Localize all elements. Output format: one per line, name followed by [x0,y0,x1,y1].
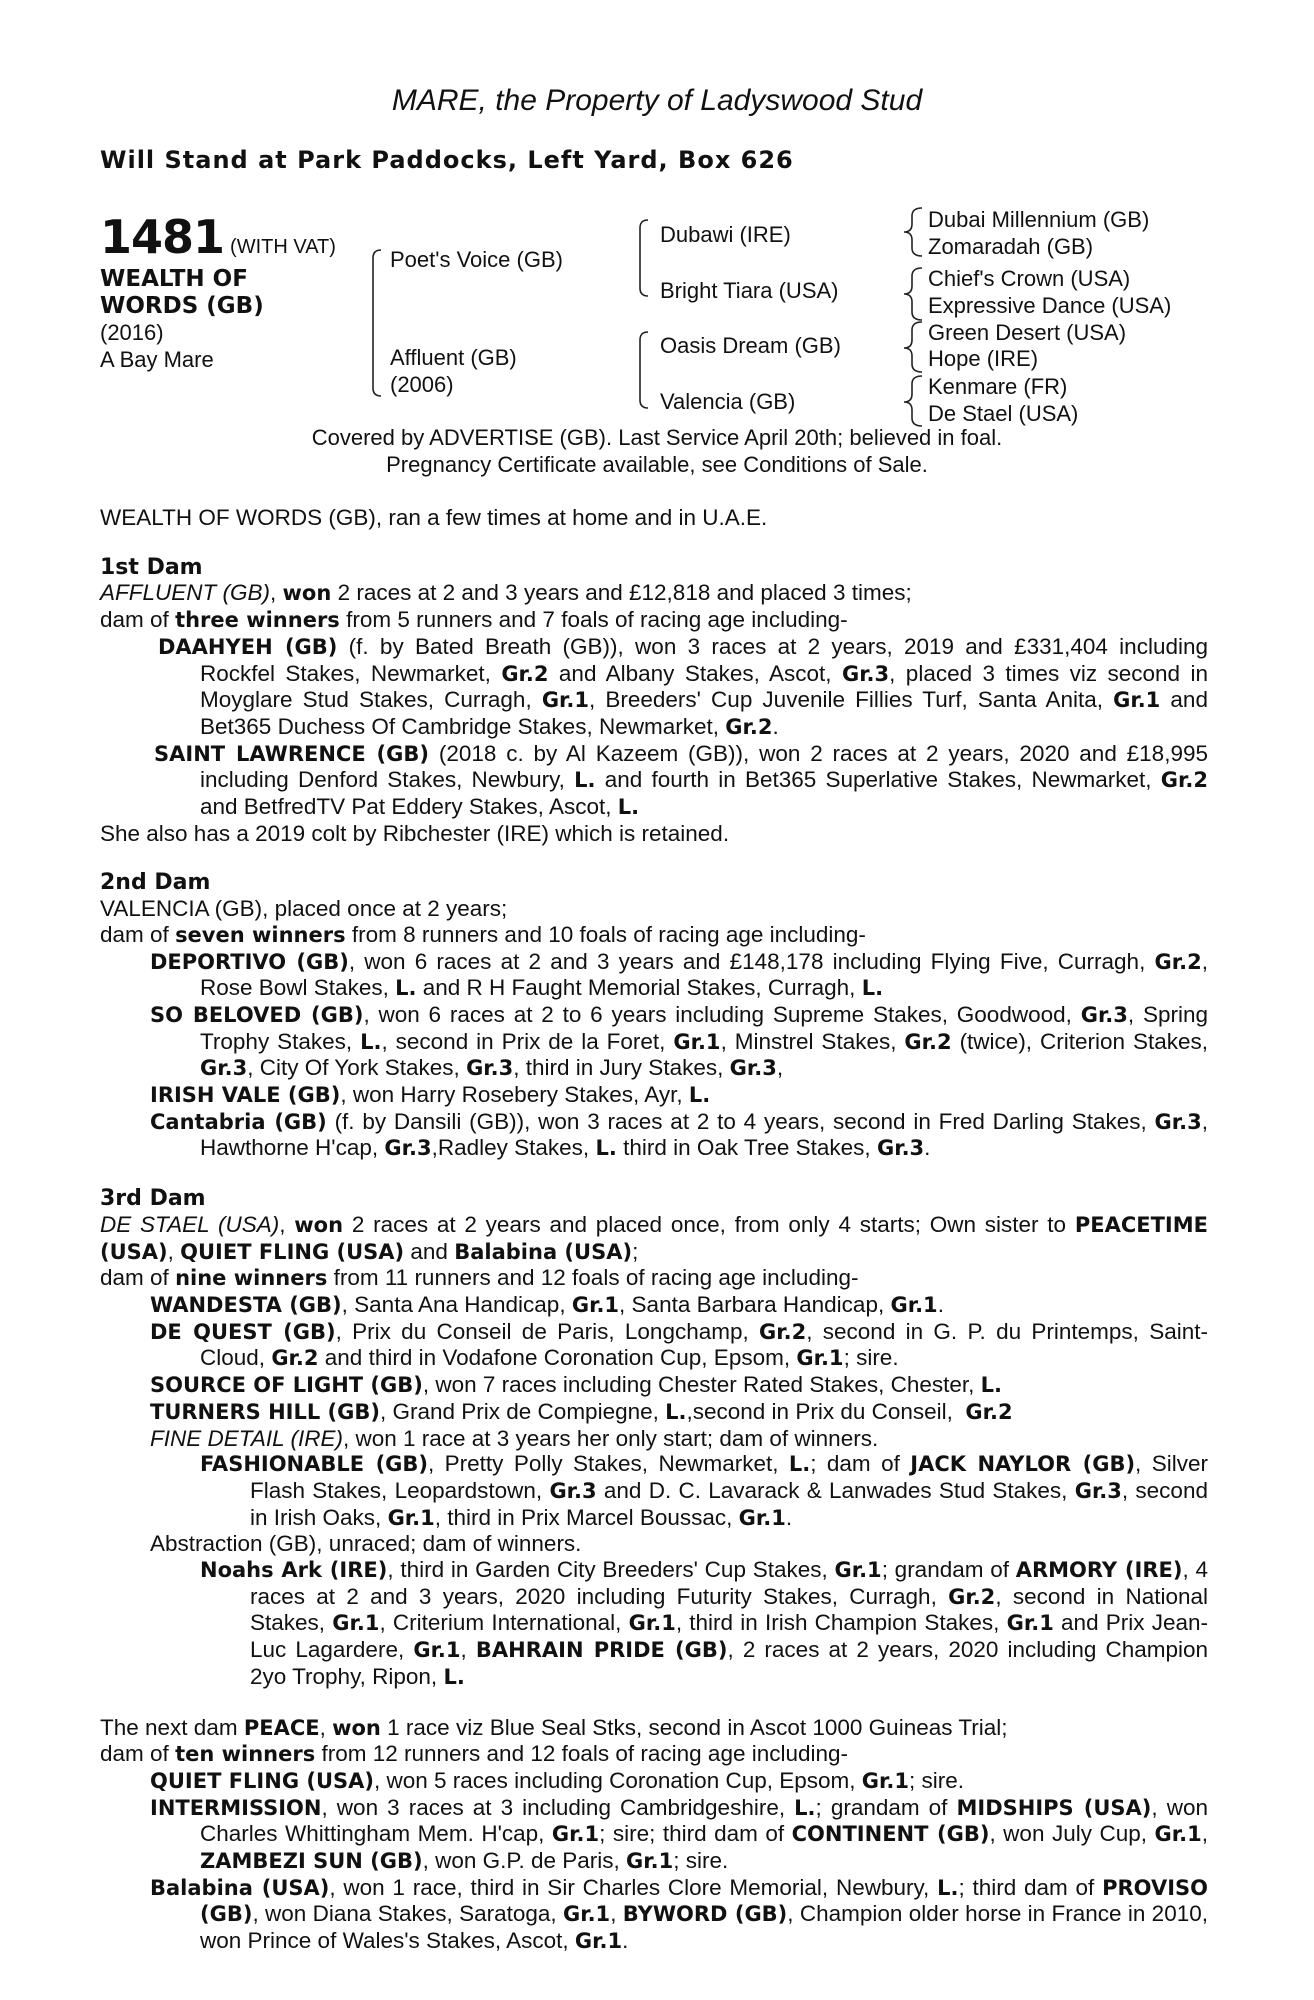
sire: Poet's Voice (GB) [390,247,563,272]
produce-name: MIDSHIPS (USA) [956,1795,1152,1820]
text: , won 1 race at 3 years her only start; dam of winners. [342,1425,879,1451]
grade: L. [595,1136,617,1161]
ds-sire: Green Desert (USA) [928,320,1127,345]
grade: Gr.1 [673,1029,721,1054]
text: , won 3 races at 3 including Cambridgeshire, [321,1794,786,1820]
text: and third in Vodafone Coronation Cup, Epsom, [324,1345,791,1371]
grade: Gr.1 [738,1505,786,1530]
produce-entry [100,1557,1208,1691]
dam3-produce-summary [100,1265,1208,1292]
grade: Gr.1 [834,1558,882,1583]
text: , won Diana Stakes, Saratoga, [252,1901,557,1927]
text: , Prix du Conseil de Paris, Longchamp, [335,1318,749,1344]
text: ,second in Prix du Conseil, [686,1398,953,1424]
text: , 2 races at 2 years, 2020 including Champion 2yo Trophy, Ripon, [250,1637,1209,1689]
text: , Rose Bowl Stakes, [200,948,1208,1001]
text: ; grandam of [815,1794,948,1820]
text: , won Harry Rosebery Stakes, Ayr, [340,1082,683,1108]
produce-name: FASHIONABLE (GB) [200,1452,429,1477]
grade: Gr.1 [890,1292,938,1317]
grade: Gr.3 [200,1056,248,1081]
vat-note: (WITH VAT) [230,236,336,258]
grade: Gr.1 [628,1611,676,1636]
text: , second in National Stakes, [250,1583,1209,1636]
text: ; dam of [810,1451,900,1477]
dam1-heading: 1st Dam [100,554,203,580]
text: , Minstrel Stakes, [720,1028,897,1054]
horse-description: A Bay Mare [100,347,214,372]
sire-dam: Bright Tiara (USA) [660,278,839,303]
grade: Gr.3 [876,1136,925,1161]
grade: L. [861,976,884,1001]
grade: L. [937,1875,959,1900]
text: (2018 c. by Al Kazeem (GB)), won 2 races at 2 years, 2020 and £18,995 including Denford Stakes, Newbury, [200,740,1208,793]
dam3-line1: DE STAEL (USA), won 2 races at 2 years and placed once, from only 4 starts; Own sister to PEACETIME (USA), QUIET FLING (USA) and Balabina (USA); [100,1211,1208,1264]
text: from 12 runners and 12 foals of racing age including- [321,1741,849,1767]
text: , won 1 race, third in Sir Charles Clore Memorial, Newbury, [329,1874,930,1900]
dd-dam: De Stael (USA) [928,401,1079,426]
produce-name: SO BELOVED (GB) [150,1002,364,1027]
produce-name: BAHRAIN PRIDE (GB) [475,1638,728,1663]
text: and R H Faught Memorial Stakes, Curragh, [422,975,856,1001]
grade: Gr.1 [574,1929,623,1954]
text: ; sire. [673,1848,729,1874]
grade: L. [980,1373,1003,1398]
text: , Criterium International, [379,1610,622,1636]
grade: Gr.2 [948,1584,996,1609]
bracket-sd [904,268,922,320]
produce-name: DAAHYEH (GB) [158,634,338,659]
text: and Albany Stakes, Ascot, [558,660,832,686]
text: , 4 races at 2 and 3 years, 2020 including Futurity Stakes, Curragh, [250,1557,1208,1609]
produce-entry [100,1082,1208,1109]
produce-name: CONTINENT (GB) [791,1822,990,1847]
text: 1 race viz Blue Seal Stks, second in Ascot 1000 Guineas Trial; [387,1714,1008,1740]
produce-entry [100,1372,1208,1399]
text: , [460,1637,467,1663]
grade: Gr.2 [1160,768,1208,793]
text: , City Of York Stakes, [247,1055,460,1081]
dam-sire: Oasis Dream (GB) [660,333,841,358]
grade: Gr.2 [501,661,549,686]
dam3-heading: 3rd Dam [100,1186,206,1212]
grade: Gr.3 [549,1478,597,1503]
grade: Gr.2 [965,1399,1013,1424]
text: , won July Cup, [989,1821,1147,1847]
produce-entry [100,949,1208,1002]
grade: L. [688,1083,711,1108]
produce-name: PROVISO (GB) [200,1875,1208,1927]
text: , [776,1055,784,1081]
grade: L. [574,768,596,793]
grade: Gr.1 [571,1292,620,1317]
text: and Bet365 Duchess Of Cambridge Stakes, Newmarket, [200,687,1208,739]
produce-entry [100,1399,1208,1426]
text: , placed 3 times viz second in Moyglare Stud Stakes, Curragh, [200,660,1208,713]
sibling-name: QUIET FLING (USA) [180,1239,405,1264]
grade: L. [360,1029,382,1054]
grade: Gr.2 [759,1319,807,1344]
sibling-name: Balabina (USA) [454,1239,633,1264]
winner-count: nine winners [175,1266,328,1291]
text: and BetfredTV Pat Eddery Stakes, Ascot, [200,794,612,820]
grade: Gr.3 [1074,1478,1122,1503]
text: , Pretty Polly Stakes, Newmarket, [428,1451,779,1477]
produce-name: ARMORY (IRE) [1015,1558,1183,1583]
bracket-ds [904,322,922,372]
text: , Breeders' Cup Juvenile Fillies Turf, Santa Anita, [589,687,1103,713]
produce-entry [100,1319,1208,1372]
text: ; grandam of [881,1557,1009,1583]
foaling-year: (2016) [100,320,164,345]
produce-name: WANDESTA (GB) [150,1292,342,1317]
text: (f. by Bated Breath (GB)), won 3 races at 2 years, 2019 and £331,404 including Rockfel Stakes, Newmarket, [200,633,1208,686]
produce-name: Noahs Ark (IRE) [200,1558,388,1583]
text: , Champion older horse in France in 2010, won Prince of Wales's Stakes, Ascot, [200,1901,1208,1954]
sd-dam: Expressive Dance (USA) [928,293,1172,318]
dam1-line1: AFFLUENT (GB), won 2 races at 2 and 3 years and £12,818 and placed 3 times; [100,580,912,606]
produce-entry [100,741,1208,821]
produce-name: IRISH VALE (GB) [150,1083,341,1108]
horse-name-line2: WORDS (GB) [100,293,264,319]
dam2-line1: VALENCIA (GB), placed once at 2 years; [100,896,508,922]
produce-name: QUIET FLING (USA) [150,1768,374,1793]
grade: Gr.2 [271,1346,319,1371]
ds-dam: Hope (IRE) [928,346,1039,371]
text: The next dam [100,1714,238,1740]
dam3-won: won [294,1212,344,1237]
grade: L. [395,976,417,1001]
produce-name: DE QUEST (GB) [150,1319,336,1344]
text: ; sire; third dam of [599,1821,785,1847]
bracket-dam [640,332,648,408]
winner-count: three winners [175,608,340,633]
produce-name: SAINT LAWRENCE (GB) [154,741,429,766]
grade: Gr.1 [1154,1822,1202,1847]
text: , [1201,1821,1208,1847]
horse-name-line1: WEALTH OF [100,266,248,292]
text: ; sire. [908,1767,964,1793]
produce-entry [100,1002,1208,1082]
bracket-gen1 [373,250,381,396]
text: , Santa Ana Handicap, [341,1291,566,1317]
ss-dam: Zomaradah (GB) [928,234,1094,259]
grade: Gr.3 [729,1056,777,1081]
produce-entry: WANDESTA (GB), Santa Ana Handicap, Gr.1, Santa Barbara Handicap, Gr.1. [150,1291,944,1317]
text: dam of [100,607,169,633]
text: , Hawthorne H'cap, [200,1108,1208,1161]
nextdam-produce-summary [100,1741,1208,1768]
grade: Gr.1 [541,688,590,713]
produce-name: INTERMISSION [150,1795,322,1820]
text: , won 5 races including Coronation Cup, Epsom, [374,1767,856,1793]
text: , second in G. P. du Printemps, Saint-Cloud, [200,1318,1208,1371]
text: , won 6 races at 2 and 3 years and £148,178 including Flying Five, Curragh, [348,948,1146,974]
produce-name: Balabina (USA) [150,1875,330,1900]
nextdam-name: PEACE [243,1715,320,1740]
produce-entry: Abstraction (GB), unraced; dam of winners. [150,1531,582,1557]
produce-name: SOURCE OF LIGHT (GB) [150,1373,423,1398]
grade: L. [794,1795,816,1820]
produce-entry [100,1451,1208,1531]
produce-name: TURNERS HILL (GB) [150,1399,380,1424]
text: dam of [100,1265,169,1291]
text: from 11 runners and 12 foals of racing age including- [333,1265,859,1291]
text: ; sire. [843,1345,899,1371]
grade: Gr.3 [384,1136,432,1161]
dam3-name: DE STAEL (USA) [100,1211,280,1237]
text: , Grand Prix de Compiegne, [379,1398,659,1424]
text: ,Radley Stakes, [431,1135,590,1161]
text: , third in Prix Marcel Boussac, [434,1504,733,1530]
grade: Gr.1 [861,1768,909,1793]
text: , third in Irish Champion Stakes, [675,1610,1000,1636]
produce-name: DEPORTIVO (GB) [150,949,349,974]
bracket-sire [640,220,648,296]
grade: Gr.1 [562,1902,611,1927]
winner-count: ten winners [175,1742,316,1767]
lot-number: 1481 [100,210,225,264]
sd-sire: Chief's Crown (USA) [928,266,1131,291]
text: , third in Garden City Breeders' Cup Stakes, [387,1557,828,1583]
grade: L. [788,1452,811,1477]
text: , Spring Trophy Stakes, [200,1001,1208,1054]
text: and D. C. Lavarack & Lanwades Stud Stakes, [603,1477,1068,1503]
text: 2 races at 2 years and placed once, from only 4 starts; Own sister to [351,1211,1067,1237]
dam-dam: Valencia (GB) [660,389,796,414]
dam2-heading: 2nd Dam [100,870,211,896]
intro: WEALTH OF WORDS (GB), ran a few times at home and in U.A.E. [100,505,768,530]
dam-year: (2006) [390,372,454,397]
text: , [610,1901,617,1927]
text: , third in Jury Stakes, [513,1055,724,1081]
text: , Silver Flash Stakes, Leopardstown, [250,1451,1208,1503]
grade: Gr.3 [841,661,890,686]
nextdam-won: won [332,1715,381,1740]
produce-name: BYWORD (GB) [622,1902,788,1927]
text: , second in Prix de la Foret, [381,1028,666,1054]
text: , won Charles Whittingham Mem. H'cap, [200,1794,1209,1847]
text: and Prix Jean-Luc Lagardere, [250,1610,1208,1663]
produce-entry [100,634,1208,741]
grade: Gr.1 [796,1346,844,1371]
grade: L. [665,1399,687,1424]
body-text [100,505,1208,1955]
text: , won 7 races including Chester Rated Stakes, Chester, [422,1372,975,1398]
grade: Gr.1 [1006,1611,1054,1636]
text: . [924,1135,931,1161]
grade: Gr.1 [626,1849,674,1874]
grade: Gr.3 [1154,1109,1202,1134]
stand-location: Will Stand at Park Paddocks, Left Yard, Box 626 [100,146,794,174]
dd-sire: Kenmare (FR) [928,374,1068,399]
produce-entry [100,1875,1208,1955]
text: (twice), Criterion Stakes, [959,1028,1208,1054]
grade: Gr.1 [1113,688,1161,713]
sire-sire: Dubawi (IRE) [660,222,791,247]
text: . [622,1928,629,1954]
grade: Gr.2 [1154,949,1202,974]
grade: Gr.2 [904,1029,952,1054]
produce-name: Cantabria (GB) [150,1109,327,1134]
grade: Gr.2 [725,714,773,739]
dam1-record: 2 races at 2 and 3 years and £12,818 and placed 3 times; [337,580,912,606]
produce-entry [100,1109,1208,1162]
text: . [785,1504,793,1530]
produce-name: ZAMBEZI SUN (GB) [200,1849,423,1874]
produce-entry [100,1768,1208,1795]
text: dam of [100,1741,169,1767]
produce-entry [100,1426,1208,1452]
dam1-name: AFFLUENT (GB) [100,580,271,606]
nextdam-line1: The next dam PEACE, won 1 race viz Blue Seal Stks, second in Ascot 1000 Guineas Trial; [100,1714,1008,1740]
grade: Gr.3 [466,1056,514,1081]
covered-line2: Pregnancy Certificate available, see Conditions of Sale. [386,452,928,477]
covered-line1: Covered by ADVERTISE (GB). Last Service April 20th; believed in foal. [311,425,1003,450]
produce-name: FINE DETAIL (IRE) [150,1425,343,1451]
dam1-retained-note: She also has a 2019 colt by Ribchester (IRE) which is retained. [100,820,730,846]
page-title: MARE, the Property of Ladyswood Stud [391,84,923,117]
grade: Gr.1 [551,1822,600,1847]
text: , Santa Barbara Handicap, [619,1291,885,1317]
text: (f. by Dansili (GB)), won 3 races at 2 to 4 years, second in Fred Darling Stakes, [334,1108,1147,1134]
grade: L. [443,1664,465,1689]
ss-sire: Dubai Millennium (GB) [928,207,1150,232]
produce-name: JACK NAYLOR (GB) [910,1452,1136,1477]
text: , second in Irish Oaks, [250,1477,1208,1530]
text: , won G.P. de Paris, [422,1848,620,1874]
text: and fourth in Bet365 Superlative Stakes, Newmarket, [604,767,1152,793]
grade: Gr.1 [413,1638,461,1663]
grade: Gr.3 [1080,1002,1128,1027]
bracket-dd [904,376,922,426]
grade: L. [617,795,640,820]
text: , won 6 races at 2 to 6 years including Supreme Stakes, Goodwood, [363,1001,1072,1027]
sibling-name: PEACETIME (USA) [100,1212,1208,1264]
dam1-produce-summary [100,607,1208,634]
text: from 8 runners and 10 foals of racing age including- [351,921,866,947]
produce-entry [100,1795,1208,1875]
text: from 5 runners and 7 foals of racing age including- [346,607,848,633]
dam2-produce-summary [100,922,1208,949]
dam1-won: won [282,581,332,606]
grade: Gr.1 [387,1505,435,1530]
text: . [772,713,779,739]
bracket-ss [904,208,922,256]
dam: Affluent (GB) [390,345,517,370]
text: dam of [100,921,169,947]
covered-note [0,424,1314,478]
winner-count: seven winners [175,922,346,947]
text: third in Oak Tree Stakes, [623,1135,871,1161]
text: and [410,1238,448,1264]
text: ; third dam of [958,1874,1095,1900]
grade: Gr.1 [332,1611,380,1636]
